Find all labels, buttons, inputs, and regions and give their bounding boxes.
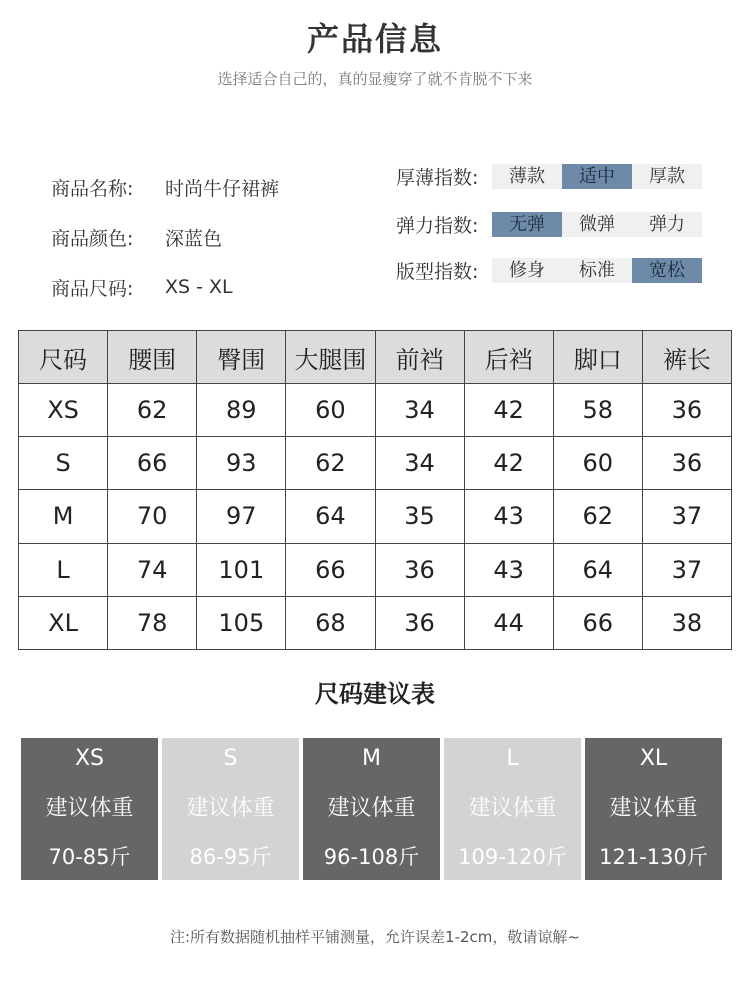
page-subtitle: 选择适合自己的，真的显瘦穿了就不肯脱不下来 — [217, 70, 533, 88]
thickness-index-label: 厚薄指数: — [396, 167, 479, 189]
thickness-options — [492, 164, 702, 189]
table-cell: L — [19, 543, 108, 596]
column-header: 脚口 — [553, 331, 642, 384]
recommend-card — [585, 738, 722, 880]
product-name-label: 商品名称: — [51, 177, 134, 200]
table-cell: 42 — [464, 437, 553, 490]
column-header: 腰围 — [108, 331, 197, 384]
elasticity-option: 微弹 — [562, 212, 632, 237]
table-cell: 60 — [286, 384, 375, 437]
table-cell: 66 — [553, 596, 642, 649]
table-cell: 60 — [553, 437, 642, 490]
table-cell: 42 — [464, 384, 553, 437]
recommend-size: XL — [639, 746, 668, 771]
product-size-value: XS - XL — [165, 276, 233, 298]
table-cell: 105 — [197, 596, 286, 649]
table-row — [19, 490, 732, 543]
elasticity-option: 弹力 — [632, 212, 702, 237]
column-header: 臀围 — [197, 331, 286, 384]
product-name-value: 时尚牛仔裙裤 — [165, 177, 280, 200]
elasticity-options — [492, 212, 702, 237]
table-cell: 58 — [553, 384, 642, 437]
size-recommendation-cards — [21, 738, 724, 880]
product-size-row — [51, 262, 371, 312]
table-cell: S — [19, 437, 108, 490]
table-cell: 97 — [197, 490, 286, 543]
table-row — [19, 596, 732, 649]
recommend-label: 建议体重 — [45, 795, 134, 821]
table-cell: 70 — [108, 490, 197, 543]
table-cell: 62 — [553, 490, 642, 543]
product-size-label: 商品尺码: — [51, 277, 134, 300]
thickness-option: 适中 — [562, 164, 632, 189]
table-row — [19, 437, 732, 490]
table-cell: 89 — [197, 384, 286, 437]
recommend-weight: 121-130斤 — [599, 845, 708, 869]
recommend-size: L — [506, 746, 519, 771]
table-cell: 62 — [108, 384, 197, 437]
table-cell: 36 — [642, 384, 731, 437]
elasticity-option: 无弹 — [492, 212, 562, 237]
recommend-weight: 109-120斤 — [458, 845, 567, 869]
recommend-size: S — [223, 746, 238, 771]
recommend-weight: 86-95斤 — [189, 845, 272, 869]
fit-index-label: 版型指数: — [396, 261, 479, 283]
elasticity-index-label: 弹力指数: — [396, 215, 479, 237]
recommend-size: XS — [74, 746, 105, 771]
table-cell: 43 — [464, 490, 553, 543]
recommend-label: 建议体重 — [186, 795, 275, 821]
table-cell: 43 — [464, 543, 553, 596]
column-header: 大腿围 — [286, 331, 375, 384]
table-cell: 64 — [553, 543, 642, 596]
table-row — [19, 384, 732, 437]
size-table-header-row — [19, 331, 732, 384]
table-cell: XS — [19, 384, 108, 437]
table-cell: 66 — [286, 543, 375, 596]
table-row — [19, 543, 732, 596]
product-info — [51, 162, 371, 312]
recommend-size: M — [362, 746, 381, 771]
elasticity-index-row — [396, 212, 716, 237]
table-cell: 38 — [642, 596, 731, 649]
recommend-card — [303, 738, 440, 880]
column-header: 前裆 — [375, 331, 464, 384]
fit-option: 标准 — [562, 258, 632, 283]
thickness-index-row — [396, 164, 716, 189]
product-color-value: 深蓝色 — [165, 227, 223, 250]
column-header: 后裆 — [464, 331, 553, 384]
table-cell: 78 — [108, 596, 197, 649]
table-cell: 34 — [375, 437, 464, 490]
recommend-card — [444, 738, 581, 880]
table-cell: 101 — [197, 543, 286, 596]
table-cell: 68 — [286, 596, 375, 649]
column-header: 裤长 — [642, 331, 731, 384]
table-cell: 37 — [642, 490, 731, 543]
fit-options — [492, 258, 702, 283]
thickness-option: 薄款 — [492, 164, 562, 189]
thickness-option: 厚款 — [632, 164, 702, 189]
recommend-label: 建议体重 — [327, 795, 416, 821]
table-cell: 44 — [464, 596, 553, 649]
fit-option: 宽松 — [632, 258, 702, 283]
table-cell: 34 — [375, 384, 464, 437]
table-cell: 36 — [375, 543, 464, 596]
size-table — [18, 330, 732, 650]
table-cell: 35 — [375, 490, 464, 543]
table-cell: M — [19, 490, 108, 543]
fit-index-row — [396, 258, 716, 283]
table-cell: 37 — [642, 543, 731, 596]
recommend-weight: 70-85斤 — [48, 845, 131, 869]
table-cell: 64 — [286, 490, 375, 543]
table-cell: 66 — [108, 437, 197, 490]
product-indices — [396, 164, 716, 306]
table-cell: XL — [19, 596, 108, 649]
product-color-label: 商品颜色: — [51, 227, 134, 250]
table-cell: 36 — [375, 596, 464, 649]
recommend-label: 建议体重 — [468, 795, 557, 821]
table-cell: 93 — [197, 437, 286, 490]
page-title: 产品信息 — [306, 20, 443, 58]
recommend-card — [21, 738, 158, 880]
column-header: 尺码 — [19, 331, 108, 384]
table-cell: 62 — [286, 437, 375, 490]
fit-option: 修身 — [492, 258, 562, 283]
size-recommendation-title: 尺码建议表 — [315, 680, 435, 708]
table-cell: 74 — [108, 543, 197, 596]
recommend-weight: 96-108斤 — [323, 845, 420, 869]
table-cell: 36 — [642, 437, 731, 490]
recommend-label: 建议体重 — [609, 795, 698, 821]
recommend-card — [162, 738, 299, 880]
product-name-row — [51, 162, 371, 212]
product-color-row — [51, 212, 371, 262]
measurement-note: 注:所有数据随机抽样平铺测量，允许误差1-2cm，敬请谅解~ — [170, 928, 580, 946]
